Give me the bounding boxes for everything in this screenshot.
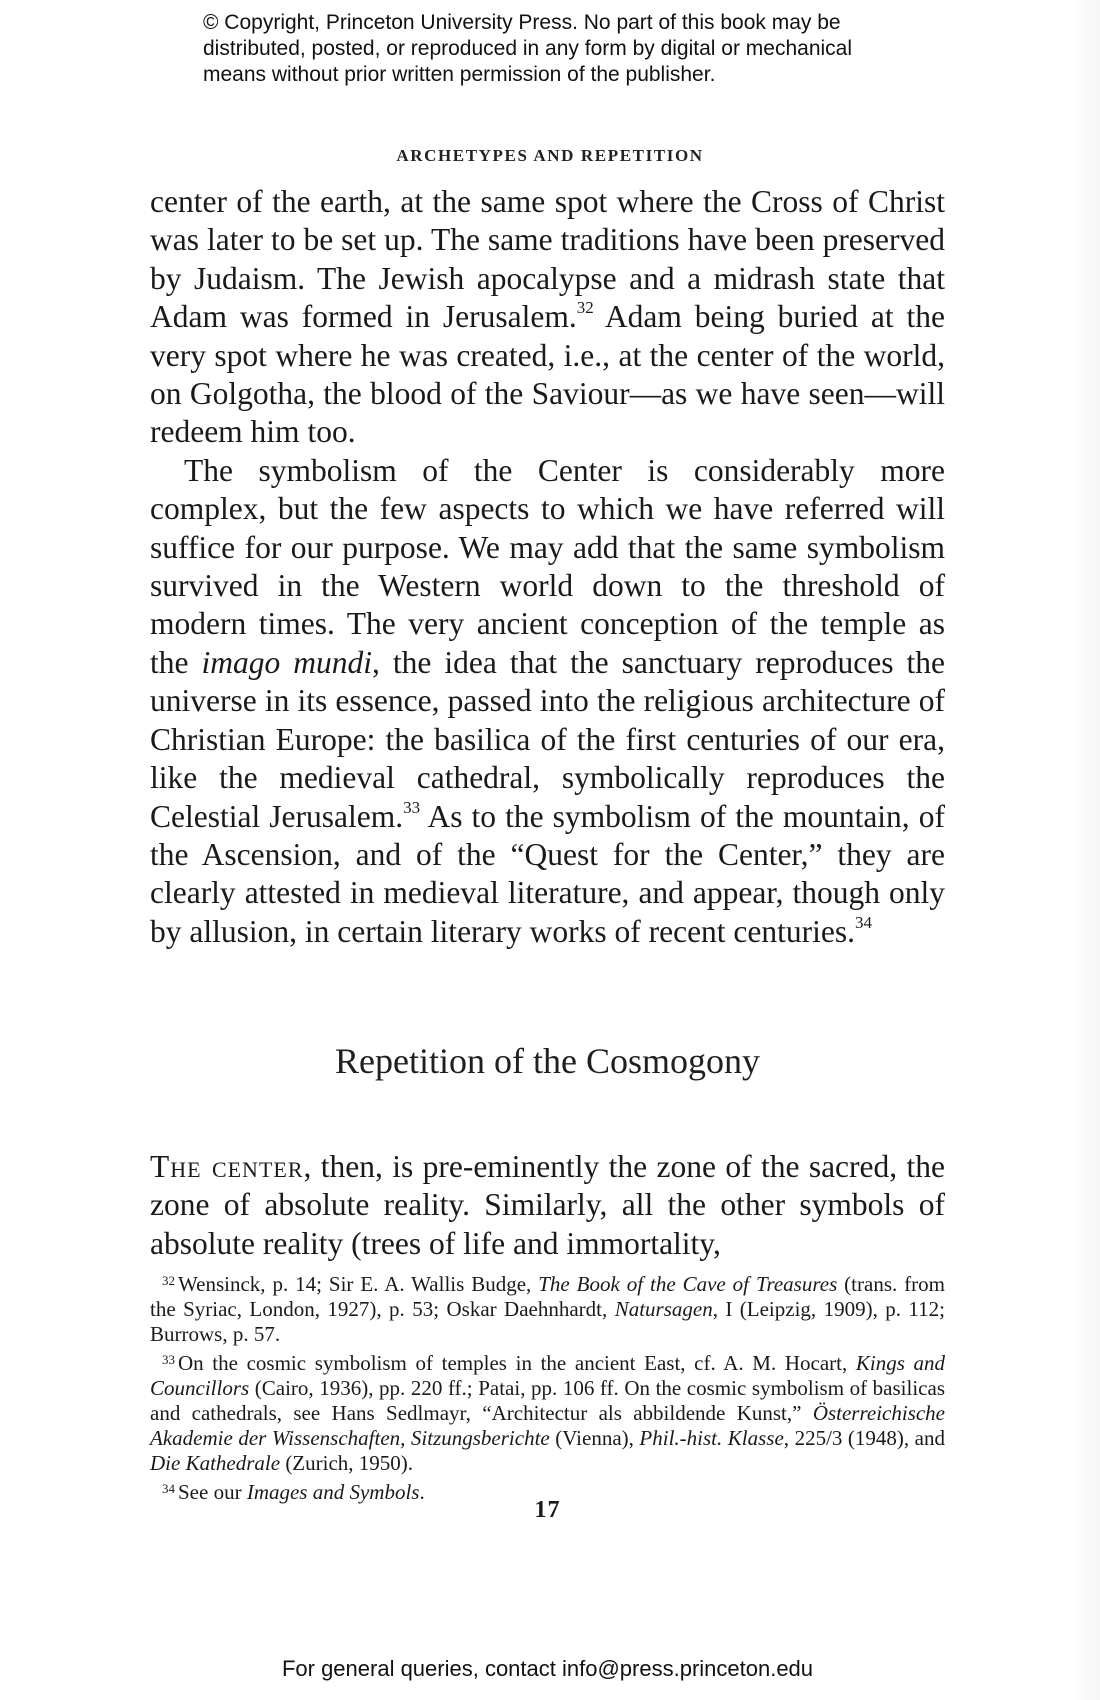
paragraph-2-text-a: The symbolism of the Center is considerably more complex, but the few aspects to which we have referred will suffice for our purpose. We may add that the same symbolism survived in the Western world down to the threshold of modern times. The very ancient conception of the temple as the [150,452,945,680]
main-text-continued [150,1148,945,1263]
footnote-text: , I (Leipzig, 1909), p. 112; Burrows, p. 57. [150,1297,945,1346]
page-number: 17 [534,1497,561,1523]
footnote-ref-32: 32 [576,298,594,318]
footnote-text: (Cairo, 1936), pp. 220 ff.; Patai, pp. 106 ff. On the cosmic symbolism of basilicas and cathedrals, see Hans Sedlmayr, “Architectur als abbildende Kunst,” [150,1376,945,1425]
paragraph-2-text-b: , the idea that the sanctuary reproduces the universe in its essence, passed into the religious architecture of Christian Europe: the basilica of the first centuries of our era, like the medieval cathedral, symbolically reproduces the Celestial Jerusalem. [150,644,945,834]
footnote-text: See our [178,1480,247,1504]
footnote-33 [150,1347,945,1476]
footnote-ref-33: 33 [403,797,421,817]
paragraph-2-italic-term: imago mundi [201,644,373,680]
copyright-line-3: means without prior written permission of the publisher. [203,63,716,86]
footnote-ref-34: 34 [855,912,872,932]
copyright-line-2: distributed, posted, or reproduced in any form by digital or mechanical [203,37,853,60]
footnote-text: Wensinck, p. 14; Sir E. A. Wallis Budge, [178,1272,539,1296]
paragraph-1 [150,183,945,452]
running-head: ARCHETYPES AND REPETITION [396,146,704,165]
general-queries-footer: For general queries, contact info@press.princeton.edu [281,1656,814,1681]
footnote-text: (Zurich, 1950). [280,1451,414,1475]
footnote-italic: The Book of the Cave of Treasures [538,1272,838,1296]
paragraph-1-text-a: center of the earth, at the same spot where the Cross of Christ was later to be set up. The same traditions have been preserved by Judaism. The Jewish apocalypse and a midrash state that Adam was formed in Jerusalem. [150,184,945,335]
paragraph-2 [150,452,945,951]
paragraph-3-smallcaps-lead: The center [150,1149,304,1184]
copyright-line-1: © Copyright, Princeton University Press. No part of this book may be [203,11,841,34]
section-heading: Repetition of the Cosmogony [335,1041,760,1081]
footnote-mark: 32 [162,1273,175,1288]
main-text [150,183,945,951]
footnote-mark: 34 [162,1481,175,1496]
paragraph-3 [150,1148,945,1263]
footnote-italic: Phil.-hist. Klasse [639,1426,784,1450]
paragraph-3-text: , then, is pre-eminently the zone of the sacred, the zone of absolute reality. Similarly, all the other symbols of absolute reality (trees of life and immortality, [150,1149,945,1261]
footnote-italic: Kings and Councillors [150,1351,946,1400]
paragraph-2-text-c: As to the symbolism of the mountain, of the Ascension, and of the “Quest for the Center,” they are clearly attested in medieval literature, and appear, though only by allusion, in certain literary works of recent centuries. [150,798,945,949]
footnote-text: (trans. from the Syriac, London, 1927), p. 53; Oskar Daehnhardt, [150,1272,945,1321]
footnote-text: , 225/3 (1948), and [783,1426,946,1450]
footnote-text: On the cosmic symbolism of temples in the ancient East, cf. A. M. Hocart, [178,1351,856,1375]
footnote-32 [150,1268,945,1347]
footnotes [150,1268,945,1505]
page-edge-shading [1070,0,1100,1700]
footnote-italic: Die Kathedrale [150,1451,281,1475]
paragraph-1-text-b: Adam being buried at the very spot where he was created, i.e., at the center of the world, on Golgotha, the blood of the Saviour—as we have seen—will redeem him too. [150,299,945,450]
footnote-text: (Vienna), [549,1426,640,1450]
copyright-notice [203,10,963,88]
footnote-italic: Images and Symbols [246,1480,420,1504]
footnote-mark: 33 [162,1352,175,1367]
footnote-italic: Österreichische Akademie der Wissenschaften, Sitzungsberichte [150,1401,945,1450]
footnote-text: . [419,1480,425,1504]
footnote-italic: Natursagen [614,1297,713,1321]
